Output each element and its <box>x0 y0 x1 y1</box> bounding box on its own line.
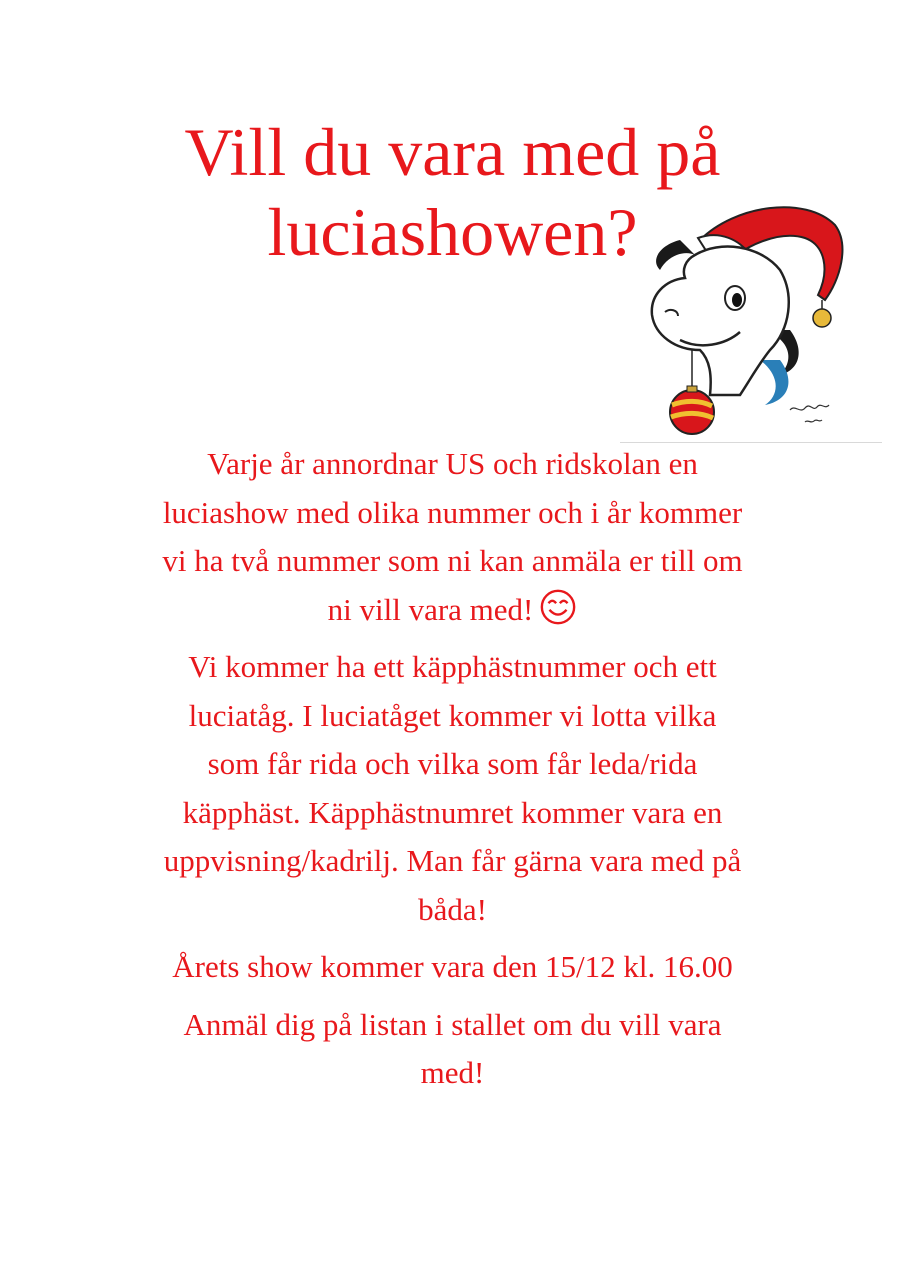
date-paragraph <box>95 943 810 992</box>
signup-paragraph <box>95 1001 810 1098</box>
intro-paragraph <box>95 440 810 634</box>
intro-line: vi ha två nummer som ni kan anmäla er till om <box>162 543 743 578</box>
title-line-1: Vill du vara med på <box>184 114 721 190</box>
details-paragraph <box>95 643 810 934</box>
santa-horse-illustration <box>640 200 885 445</box>
signup-line: med! <box>420 1055 485 1090</box>
signup-line: Anmäl dig på listan i stallet om du vill vara <box>183 1006 722 1042</box>
intro-line-text: ni vill vara med! <box>327 591 534 627</box>
intro-line: luciashow med olika nummer och i år kommer <box>162 494 743 530</box>
details-line: uppvisning/kadrilj. Man får gärna vara med på <box>163 843 742 878</box>
details-line: luciatåg. I luciatåget kommer vi lotta vilka <box>188 697 717 733</box>
title-line-2: luciashowen? <box>267 194 638 270</box>
details-line: som får rida och vilka som får leda/rida <box>207 746 698 781</box>
details-line: Vi kommer ha ett käpphästnummer och ett <box>188 649 717 684</box>
smiling-face-icon <box>539 588 577 626</box>
show-date-line: Årets show kommer vara den 15/12 kl. 16.00 <box>172 949 733 984</box>
intro-line-last <box>95 586 810 635</box>
intro-line: Varje år annordnar US och ridskolan en <box>207 446 698 481</box>
details-line: käpphäst. Käpphästnumret kommer vara en <box>182 794 723 830</box>
details-line: båda! <box>418 891 487 927</box>
announcement-body <box>95 440 810 1107</box>
